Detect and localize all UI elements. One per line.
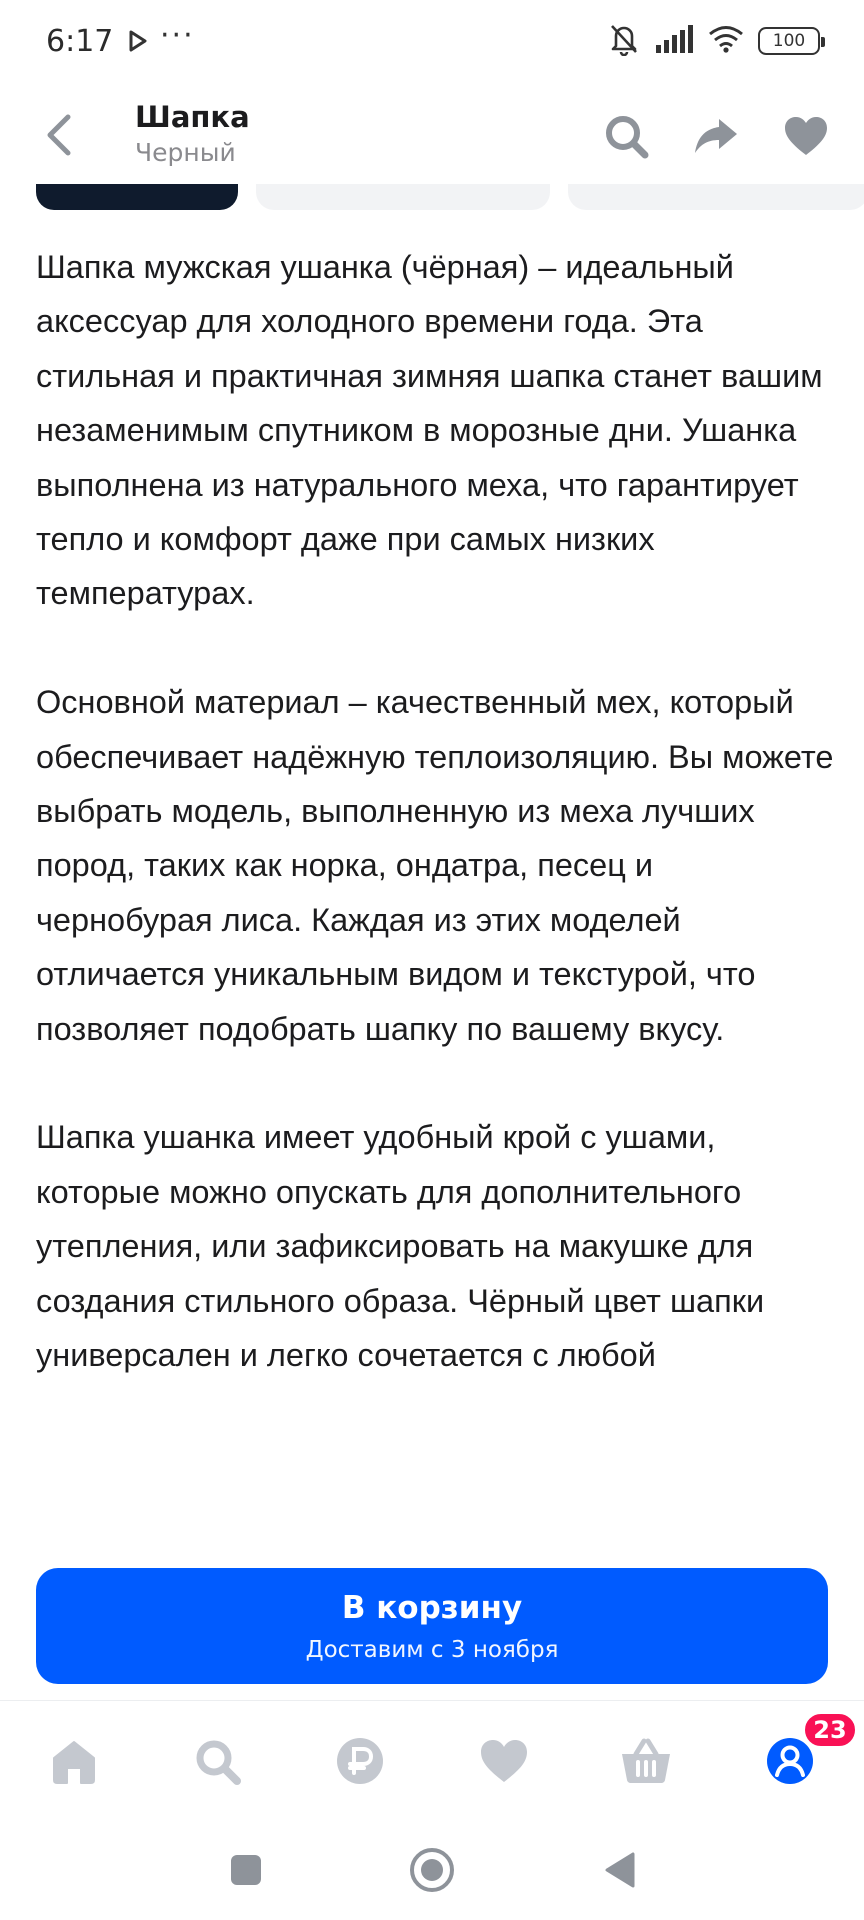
wifi-icon bbox=[708, 25, 744, 57]
description-paragraph: Шапка мужская ушанка (чёрная) – идеальный аксессуар для холодного времени года. Эта стильная и практичная зимняя шапка станет вашим незаменимым спутником в морозные дни. Ушанка выполнена из натурального меха, что гарантирует тепло и комфорт даже при самых низких температурах. bbox=[36, 249, 823, 612]
product-description bbox=[36, 240, 836, 1542]
nav-search[interactable] bbox=[187, 1731, 247, 1791]
basket-icon bbox=[620, 1738, 672, 1784]
home-icon bbox=[50, 1738, 98, 1784]
product-header bbox=[0, 84, 864, 184]
search-icon bbox=[603, 113, 649, 159]
back-system-button[interactable] bbox=[590, 1840, 650, 1900]
status-time: 6:17 bbox=[46, 24, 114, 59]
media-play-icon bbox=[128, 30, 148, 52]
triangle-back-icon bbox=[603, 1851, 637, 1889]
delivery-date-label: Доставим с 3 ноября bbox=[305, 1637, 559, 1663]
add-to-cart-label: В корзину bbox=[341, 1590, 523, 1626]
more-notifications-icon: ··· bbox=[160, 18, 195, 53]
header-title-block bbox=[135, 98, 250, 170]
page-title: Шапка bbox=[135, 100, 250, 134]
add-to-cart-button[interactable] bbox=[36, 1568, 828, 1684]
home-system-button[interactable] bbox=[402, 1840, 462, 1900]
description-paragraph: Основной материал – качественный мех, который обеспечивает надёжную теплоизоляцию. Вы можете выбрать модель, выполненную из меха лучших пород, таких как норка, ондатра, песец и чернобурая лиса. Каждая из этих моделей отличается уникальным видом и текстурой, что позволяет подобрать шапку по вашему вкусу. bbox=[36, 684, 834, 1047]
bottom-navigation bbox=[0, 1700, 864, 1820]
tab[interactable] bbox=[568, 184, 864, 210]
page-subtitle: Черный bbox=[135, 138, 236, 167]
nav-favorites[interactable] bbox=[474, 1731, 534, 1791]
heart-icon bbox=[783, 115, 829, 157]
tab-active[interactable] bbox=[36, 184, 238, 210]
recent-apps-button[interactable] bbox=[216, 1840, 276, 1900]
heart-icon bbox=[479, 1738, 529, 1784]
share-button[interactable] bbox=[688, 108, 744, 164]
chevron-left-icon bbox=[44, 113, 74, 157]
status-bar bbox=[0, 0, 864, 84]
system-navigation-bar bbox=[0, 1820, 864, 1920]
search-button[interactable] bbox=[598, 108, 654, 164]
nav-finance[interactable] bbox=[330, 1731, 390, 1791]
search-icon bbox=[193, 1737, 241, 1785]
nav-cart[interactable] bbox=[616, 1731, 676, 1791]
favorite-button[interactable] bbox=[778, 108, 834, 164]
square-icon bbox=[229, 1853, 263, 1887]
battery-indicator: 100 bbox=[758, 27, 820, 55]
description-paragraph: Шапка ушанка имеет удобный крой с ушами, которые можно опускать для дополнительного утепления, или зафиксировать на макушке для создания стильного образа. Чёрный цвет шапки универсален и легко сочетается с любой bbox=[36, 1119, 765, 1374]
share-icon bbox=[692, 115, 740, 157]
section-tabs bbox=[0, 184, 864, 214]
profile-notification-badge: 23 bbox=[802, 1711, 858, 1749]
tab[interactable] bbox=[256, 184, 550, 210]
signal-icon bbox=[654, 25, 694, 57]
mute-bell-icon bbox=[608, 22, 640, 60]
circle-icon bbox=[409, 1847, 455, 1893]
nav-home[interactable] bbox=[44, 1731, 104, 1791]
ruble-icon bbox=[335, 1736, 385, 1786]
back-button[interactable] bbox=[34, 108, 84, 162]
